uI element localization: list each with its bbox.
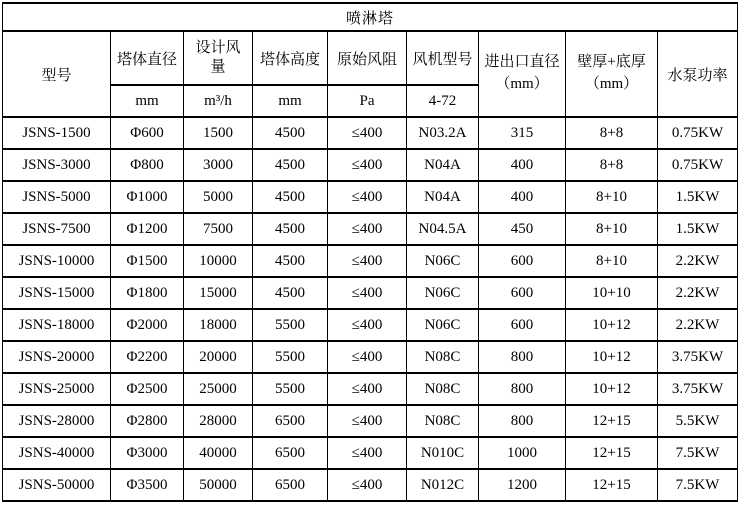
cell-tower_diameter: Φ1200 bbox=[111, 213, 184, 245]
cell-fan_model: N08C bbox=[407, 405, 479, 437]
table-row bbox=[3, 437, 738, 469]
cell-wall_bottom_thickness: 10+12 bbox=[566, 373, 658, 405]
cell-pump_power: 1.5KW bbox=[658, 181, 738, 213]
cell-inlet_outlet_diameter: 800 bbox=[479, 373, 566, 405]
cell-wall_bottom_thickness: 12+15 bbox=[566, 405, 658, 437]
cell-tower_height: 4500 bbox=[253, 117, 328, 149]
cell-pump_power: 0.75KW bbox=[658, 149, 738, 181]
cell-pump_power: 3.75KW bbox=[658, 341, 738, 373]
cell-design_airflow: 18000 bbox=[184, 309, 253, 341]
cell-wall_bottom_thickness: 8+10 bbox=[566, 213, 658, 245]
cell-wall_bottom_thickness: 10+12 bbox=[566, 341, 658, 373]
cell-wall_bottom_thickness: 8+10 bbox=[566, 245, 658, 277]
cell-tower_height: 4500 bbox=[253, 181, 328, 213]
cell-wall_bottom_thickness: 8+8 bbox=[566, 149, 658, 181]
table-row bbox=[3, 277, 738, 309]
cell-design_airflow: 28000 bbox=[184, 405, 253, 437]
cell-tower_height: 4500 bbox=[253, 245, 328, 277]
unit-tower-height: mm bbox=[253, 85, 328, 117]
table-row bbox=[3, 149, 738, 181]
cell-initial_resistance: ≤400 bbox=[328, 309, 407, 341]
cell-pump_power: 2.2KW bbox=[658, 245, 738, 277]
cell-initial_resistance: ≤400 bbox=[328, 213, 407, 245]
table-row bbox=[3, 469, 738, 501]
cell-design_airflow: 7500 bbox=[184, 213, 253, 245]
table-row bbox=[3, 341, 738, 373]
cell-model: JSNS-3000 bbox=[3, 149, 111, 181]
cell-tower_diameter: Φ3000 bbox=[111, 437, 184, 469]
cell-fan_model: N04.5A bbox=[407, 213, 479, 245]
cell-model: JSNS-10000 bbox=[3, 245, 111, 277]
cell-initial_resistance: ≤400 bbox=[328, 341, 407, 373]
cell-model: JSNS-50000 bbox=[3, 469, 111, 501]
cell-tower_diameter: Φ800 bbox=[111, 149, 184, 181]
cell-wall_bottom_thickness: 12+15 bbox=[566, 469, 658, 501]
col-header-design-airflow-label: 设计风量 bbox=[195, 39, 241, 75]
cell-wall_bottom_thickness: 10+10 bbox=[566, 277, 658, 309]
cell-fan_model: N012C bbox=[407, 469, 479, 501]
cell-model: JSNS-28000 bbox=[3, 405, 111, 437]
col-header-inlet-outlet-diameter-unit: （mm） bbox=[495, 76, 549, 92]
table-row bbox=[3, 245, 738, 277]
cell-inlet_outlet_diameter: 1000 bbox=[479, 437, 566, 469]
cell-wall_bottom_thickness: 8+10 bbox=[566, 181, 658, 213]
cell-design_airflow: 50000 bbox=[184, 469, 253, 501]
cell-tower_height: 4500 bbox=[253, 277, 328, 309]
cell-model: JSNS-5000 bbox=[3, 181, 111, 213]
cell-inlet_outlet_diameter: 800 bbox=[479, 341, 566, 373]
cell-model: JSNS-40000 bbox=[3, 437, 111, 469]
table-row bbox=[3, 117, 738, 149]
cell-tower_diameter: Φ1800 bbox=[111, 277, 184, 309]
cell-fan_model: N010C bbox=[407, 437, 479, 469]
cell-tower_diameter: Φ2500 bbox=[111, 373, 184, 405]
col-header-pump-power: 水泵功率 bbox=[658, 31, 738, 117]
cell-fan_model: N04A bbox=[407, 181, 479, 213]
cell-tower_height: 4500 bbox=[253, 149, 328, 181]
cell-design_airflow: 1500 bbox=[184, 117, 253, 149]
cell-fan_model: N08C bbox=[407, 373, 479, 405]
col-header-inlet-outlet-diameter-label: 进出口直径 bbox=[484, 54, 560, 71]
table-header bbox=[3, 3, 738, 117]
cell-model: JSNS-15000 bbox=[3, 277, 111, 309]
table-row bbox=[3, 213, 738, 245]
cell-fan_model: N03.2A bbox=[407, 117, 479, 149]
table-row bbox=[3, 373, 738, 405]
cell-initial_resistance: ≤400 bbox=[328, 405, 407, 437]
col-header-fan-model: 风机型号 bbox=[407, 31, 479, 85]
cell-design_airflow: 20000 bbox=[184, 341, 253, 373]
cell-inlet_outlet_diameter: 600 bbox=[479, 245, 566, 277]
cell-pump_power: 5.5KW bbox=[658, 405, 738, 437]
cell-inlet_outlet_diameter: 600 bbox=[479, 309, 566, 341]
cell-design_airflow: 5000 bbox=[184, 181, 253, 213]
cell-initial_resistance: ≤400 bbox=[328, 181, 407, 213]
cell-model: JSNS-18000 bbox=[3, 309, 111, 341]
spray-tower-spec-table bbox=[2, 2, 738, 502]
cell-pump_power: 2.2KW bbox=[658, 309, 738, 341]
cell-tower_height: 5500 bbox=[253, 341, 328, 373]
cell-fan_model: N06C bbox=[407, 309, 479, 341]
unit-fan-model: 4-72 bbox=[407, 85, 479, 117]
unit-design-airflow: m³/h bbox=[184, 85, 253, 117]
cell-wall_bottom_thickness: 8+8 bbox=[566, 117, 658, 149]
cell-model: JSNS-7500 bbox=[3, 213, 111, 245]
cell-model: JSNS-1500 bbox=[3, 117, 111, 149]
cell-fan_model: N04A bbox=[407, 149, 479, 181]
cell-initial_resistance: ≤400 bbox=[328, 373, 407, 405]
cell-inlet_outlet_diameter: 400 bbox=[479, 149, 566, 181]
cell-wall_bottom_thickness: 12+15 bbox=[566, 437, 658, 469]
cell-tower_diameter: Φ3500 bbox=[111, 469, 184, 501]
cell-design_airflow: 10000 bbox=[184, 245, 253, 277]
cell-wall_bottom_thickness: 10+12 bbox=[566, 309, 658, 341]
cell-inlet_outlet_diameter: 315 bbox=[479, 117, 566, 149]
cell-tower_height: 6500 bbox=[253, 469, 328, 501]
col-header-tower-diameter: 塔体直径 bbox=[111, 31, 184, 85]
cell-tower_diameter: Φ600 bbox=[111, 117, 184, 149]
cell-initial_resistance: ≤400 bbox=[328, 437, 407, 469]
unit-initial-resistance: Pa bbox=[328, 85, 407, 117]
cell-tower_diameter: Φ1000 bbox=[111, 181, 184, 213]
col-header-inlet-outlet-diameter bbox=[479, 31, 566, 117]
cell-design_airflow: 15000 bbox=[184, 277, 253, 309]
unit-tower-diameter: mm bbox=[111, 85, 184, 117]
cell-tower_height: 4500 bbox=[253, 213, 328, 245]
cell-initial_resistance: ≤400 bbox=[328, 245, 407, 277]
col-header-wall-bottom-thickness-label: 壁厚+底厚 bbox=[577, 54, 646, 71]
cell-model: JSNS-20000 bbox=[3, 341, 111, 373]
cell-initial_resistance: ≤400 bbox=[328, 117, 407, 149]
cell-tower_diameter: Φ1500 bbox=[111, 245, 184, 277]
col-header-design-airflow bbox=[184, 31, 253, 85]
cell-model: JSNS-25000 bbox=[3, 373, 111, 405]
cell-tower_height: 5500 bbox=[253, 373, 328, 405]
cell-pump_power: 2.2KW bbox=[658, 277, 738, 309]
table-row bbox=[3, 309, 738, 341]
table-row bbox=[3, 181, 738, 213]
cell-design_airflow: 25000 bbox=[184, 373, 253, 405]
cell-pump_power: 3.75KW bbox=[658, 373, 738, 405]
cell-tower_diameter: Φ2200 bbox=[111, 341, 184, 373]
header-row-labels bbox=[3, 31, 738, 85]
cell-tower_diameter: Φ2000 bbox=[111, 309, 184, 341]
table-row bbox=[3, 405, 738, 437]
cell-tower_height: 6500 bbox=[253, 437, 328, 469]
cell-inlet_outlet_diameter: 1200 bbox=[479, 469, 566, 501]
cell-inlet_outlet_diameter: 600 bbox=[479, 277, 566, 309]
cell-pump_power: 7.5KW bbox=[658, 437, 738, 469]
col-header-tower-height: 塔体高度 bbox=[253, 31, 328, 85]
col-header-initial-resistance: 原始风阻 bbox=[328, 31, 407, 85]
cell-tower_height: 6500 bbox=[253, 405, 328, 437]
cell-inlet_outlet_diameter: 450 bbox=[479, 213, 566, 245]
cell-pump_power: 0.75KW bbox=[658, 117, 738, 149]
cell-fan_model: N06C bbox=[407, 245, 479, 277]
cell-tower_height: 5500 bbox=[253, 309, 328, 341]
cell-design_airflow: 40000 bbox=[184, 437, 253, 469]
cell-design_airflow: 3000 bbox=[184, 149, 253, 181]
cell-fan_model: N08C bbox=[407, 341, 479, 373]
col-header-model: 型号 bbox=[3, 31, 111, 117]
cell-initial_resistance: ≤400 bbox=[328, 277, 407, 309]
cell-inlet_outlet_diameter: 800 bbox=[479, 405, 566, 437]
cell-fan_model: N06C bbox=[407, 277, 479, 309]
cell-inlet_outlet_diameter: 400 bbox=[479, 181, 566, 213]
cell-initial_resistance: ≤400 bbox=[328, 469, 407, 501]
cell-initial_resistance: ≤400 bbox=[328, 149, 407, 181]
cell-pump_power: 1.5KW bbox=[658, 213, 738, 245]
col-header-wall-bottom-thickness bbox=[566, 31, 658, 117]
page-title: 喷淋塔 bbox=[3, 3, 738, 31]
cell-tower_diameter: Φ2800 bbox=[111, 405, 184, 437]
table-body bbox=[3, 117, 738, 501]
col-header-wall-bottom-thickness-unit: （mm） bbox=[584, 76, 639, 92]
cell-pump_power: 7.5KW bbox=[658, 469, 738, 501]
title-row bbox=[3, 3, 738, 31]
